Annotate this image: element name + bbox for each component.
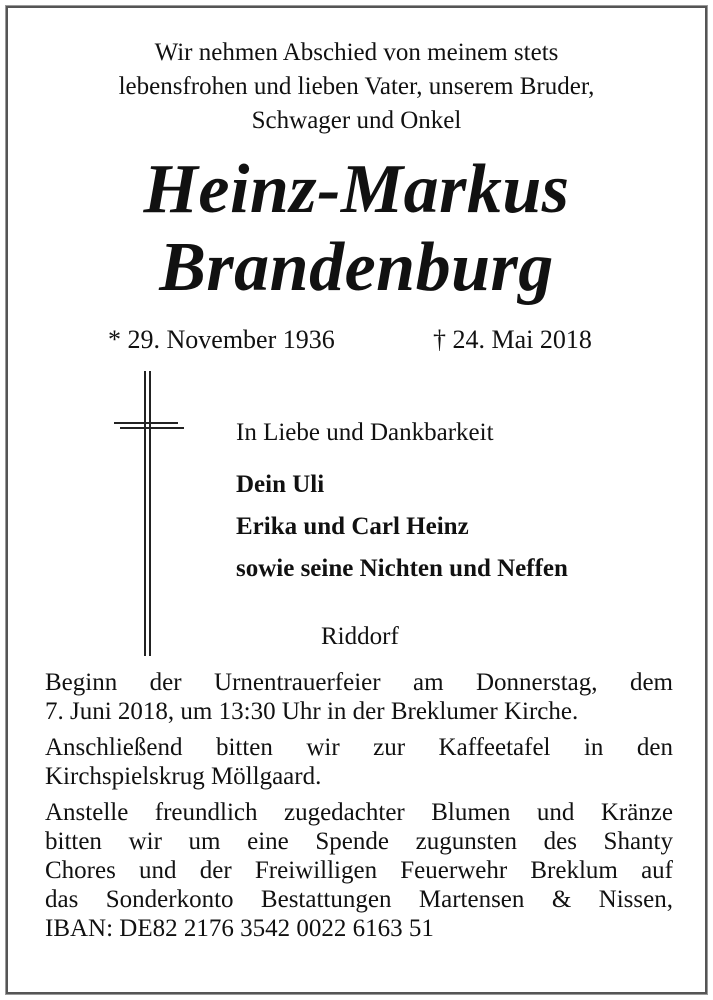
details-text xyxy=(45,668,673,950)
intro-line: Schwager und Onkel xyxy=(251,107,462,134)
intro-text xyxy=(8,36,705,138)
death-date: † 24. Mai 2018 xyxy=(433,325,592,354)
paragraph-line: Chores und der Freiwilligen Feuerwehr Breklum auf xyxy=(45,857,673,884)
cross-icon xyxy=(114,371,188,656)
paragraph-line: bitten wir um eine Spende zugunsten des Shanty xyxy=(45,828,673,855)
paragraph-line: Anschließend bitten wir zur Kaffeetafel in den xyxy=(45,734,673,761)
birth-date: * 29. November 1936 xyxy=(108,325,335,354)
paragraph-line: IBAN: DE82 2176 3542 0022 6163 51 xyxy=(45,915,434,942)
intro-line: lebensfrohen und lieben Vater, unserem Bruder, xyxy=(118,73,595,100)
paragraph-line: 7. Juni 2018, um 13:30 Uhr in der Breklumer Kirche. xyxy=(45,698,579,725)
intro-line: Wir nehmen Abschied von meinem stets xyxy=(154,39,559,66)
paragraph-line: Beginn der Urnentrauerfeier am Donnerstag, dem xyxy=(45,669,673,696)
paragraph-line: das Sonderkonto Bestattungen Martensen & Nissen, xyxy=(45,886,673,913)
deceased-last-name: Brandenburg xyxy=(159,229,554,306)
signer-name: Erika und Carl Heinz xyxy=(236,513,469,540)
donation-paragraph xyxy=(45,798,673,943)
signer-name: sowie seine Nichten und Neffen xyxy=(236,555,568,582)
paragraph-line: Anstelle freundlich zugedachter Blumen und Kränze xyxy=(45,799,673,826)
ceremony-paragraph xyxy=(45,668,673,726)
paragraph-line: Kirchspielskrug Möllgaard. xyxy=(45,763,322,790)
signers-list xyxy=(236,464,568,590)
dedication-text: In Liebe und Dankbarkeit xyxy=(236,419,494,446)
obituary-card xyxy=(6,6,707,994)
signer-name: Dein Uli xyxy=(236,471,325,498)
coffee-paragraph xyxy=(45,733,673,791)
place-name: Riddorf xyxy=(321,623,399,650)
deceased-first-name: Heinz-Markus xyxy=(143,151,570,228)
